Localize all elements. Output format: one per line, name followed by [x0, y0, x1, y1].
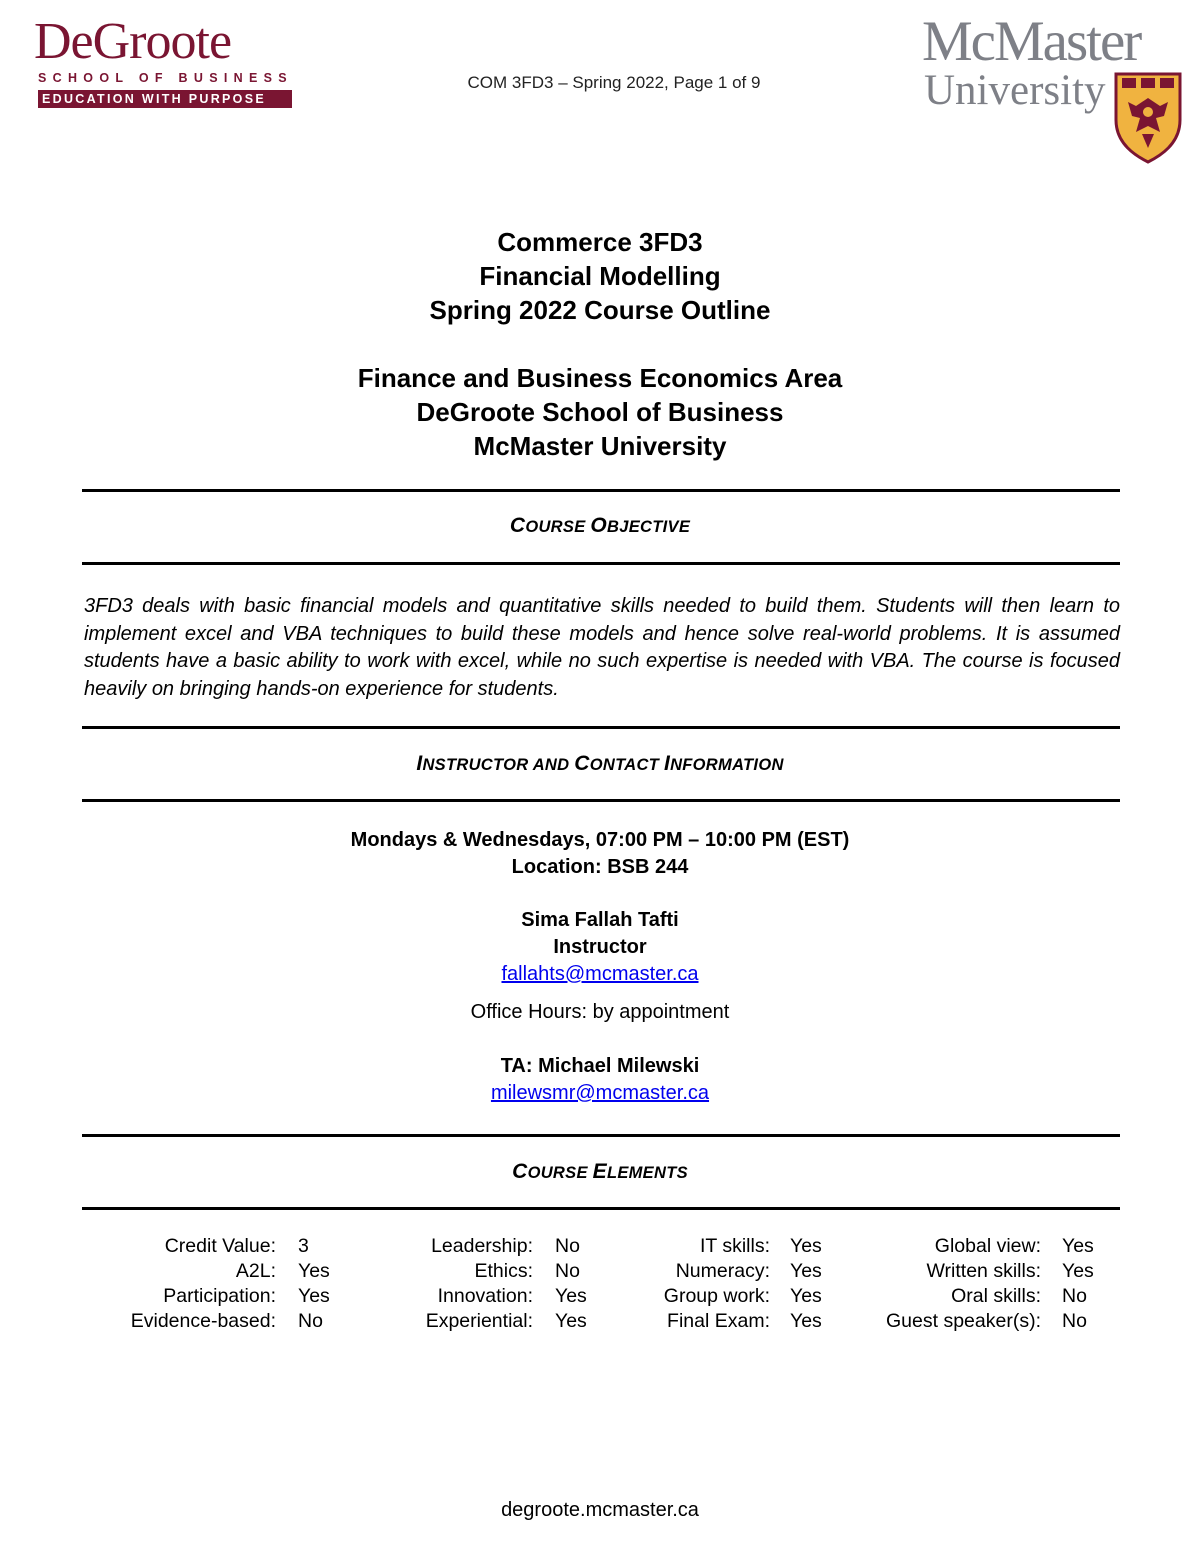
- class-schedule: Mondays & Wednesdays, 07:00 PM – 10:00 PM (EST): [350, 829, 850, 851]
- element-label: A2L:: [235, 1260, 276, 1282]
- element-value: Yes: [555, 1310, 587, 1332]
- element-value: Yes: [790, 1285, 822, 1307]
- element-value: Yes: [790, 1235, 822, 1257]
- element-row: [340, 1234, 620, 1259]
- elements-column: [0, 1234, 340, 1334]
- element-value: Yes: [790, 1260, 822, 1282]
- element-row: [860, 1309, 1140, 1334]
- elements-column: [860, 1234, 1140, 1334]
- course-objective-heading: COURSE OBJECTIVE: [509, 514, 691, 537]
- element-row: [0, 1309, 340, 1334]
- instructor-contact-heading: INSTRUCTOR AND CONTACT INFORMATION: [416, 752, 784, 775]
- element-value: 3: [298, 1235, 309, 1257]
- element-value: Yes: [298, 1285, 330, 1307]
- instructor-email-link[interactable]: fallahts@mcmaster.ca: [501, 963, 699, 985]
- element-label: Numeracy:: [675, 1260, 770, 1282]
- element-value: No: [555, 1260, 580, 1282]
- section-divider: [82, 799, 1120, 802]
- element-row: [860, 1259, 1140, 1284]
- academic-area: Finance and Business Economics Area: [357, 363, 843, 393]
- element-row: [620, 1259, 860, 1284]
- course-name: Financial Modelling: [479, 261, 721, 291]
- degroote-logo-school: SCHOOL OF BUSINESS: [38, 71, 293, 85]
- element-label: Participation:: [163, 1285, 276, 1307]
- university-name: McMaster University: [473, 431, 727, 461]
- element-row: [620, 1309, 860, 1334]
- element-value: Yes: [1062, 1235, 1094, 1257]
- element-row: [340, 1309, 620, 1334]
- office-hours: Office Hours: by appointment: [470, 1001, 730, 1023]
- element-row: [340, 1259, 620, 1284]
- element-value: Yes: [555, 1285, 587, 1307]
- element-label: Innovation:: [437, 1285, 533, 1307]
- course-code: Commerce 3FD3: [497, 227, 703, 257]
- mcmaster-logo: [922, 12, 1184, 162]
- section-divider: [82, 726, 1120, 729]
- element-label: Experiential:: [425, 1310, 533, 1332]
- section-divider: [82, 1134, 1120, 1137]
- element-row: [860, 1234, 1140, 1259]
- element-label: Credit Value:: [164, 1235, 276, 1257]
- element-label: Guest speaker(s):: [886, 1310, 1041, 1332]
- course-title-block: [0, 225, 1200, 463]
- element-label: Written skills:: [926, 1260, 1041, 1282]
- element-label: Evidence-based:: [130, 1310, 276, 1332]
- degroote-logo-wordmark: DeGroote: [34, 13, 232, 70]
- element-label: Leadership:: [431, 1235, 533, 1257]
- section-divider: [82, 1207, 1120, 1210]
- element-label: Group work:: [663, 1285, 770, 1307]
- element-label: IT skills:: [699, 1235, 770, 1257]
- element-label: Final Exam:: [667, 1310, 770, 1332]
- element-value: No: [555, 1235, 580, 1257]
- contact-block: [0, 827, 1200, 1107]
- element-value: Yes: [298, 1260, 330, 1282]
- school-name: DeGroote School of Business: [416, 397, 784, 427]
- element-row: [0, 1259, 340, 1284]
- course-elements-table: [0, 1234, 1200, 1344]
- element-row: [340, 1284, 620, 1309]
- element-value: No: [298, 1310, 323, 1332]
- element-row: [620, 1234, 860, 1259]
- degroote-logo-tagline: EDUCATION WITH PURPOSE: [38, 90, 292, 108]
- degroote-logo: [34, 13, 300, 108]
- page-header-label: COM 3FD3 – Spring 2022, Page 1 of 9: [467, 73, 761, 92]
- element-row: [0, 1284, 340, 1309]
- mcmaster-crest-icon: [1114, 72, 1182, 164]
- class-location: Location: BSB 244: [511, 856, 689, 878]
- ta-email-link[interactable]: milewsmr@mcmaster.ca: [490, 1082, 710, 1104]
- instructor-name: Sima Fallah Tafti: [521, 909, 679, 931]
- element-value: No: [1062, 1310, 1087, 1332]
- section-divider: [82, 489, 1120, 492]
- footer-url[interactable]: degroote.mcmaster.ca: [501, 1499, 699, 1521]
- element-label: Ethics:: [474, 1260, 533, 1282]
- elements-column: [620, 1234, 860, 1334]
- element-row: [860, 1284, 1140, 1309]
- element-value: No: [1062, 1285, 1087, 1307]
- ta-name: TA: Michael Milewski: [500, 1055, 700, 1077]
- elements-column: [340, 1234, 620, 1334]
- mcmaster-logo-university: University: [924, 67, 1106, 114]
- section-divider: [82, 562, 1120, 565]
- instructor-role: Instructor: [553, 936, 647, 958]
- mcmaster-logo-wordmark: McMaster: [922, 10, 1141, 73]
- element-label: Oral skills:: [951, 1285, 1041, 1307]
- course-term: Spring 2022 Course Outline: [429, 295, 771, 325]
- element-label: Global view:: [934, 1235, 1041, 1257]
- element-row: [620, 1284, 860, 1309]
- element-row: [0, 1234, 340, 1259]
- element-value: Yes: [790, 1310, 822, 1332]
- course-elements-heading: COURSE ELEMENTS: [512, 1160, 688, 1183]
- course-objective-text: 3FD3 deals with basic financial models and quantitative skills needed to build them. Students will then learn to implement excel and VBA techniques to build these models and hence solve real-world problems. It is assumed students have a basic ability to work with excel, while no such expertise is needed with VBA. The course is focused heavily on bringing hands-on experience for students.: [84, 595, 1120, 700]
- element-value: Yes: [1062, 1260, 1094, 1282]
